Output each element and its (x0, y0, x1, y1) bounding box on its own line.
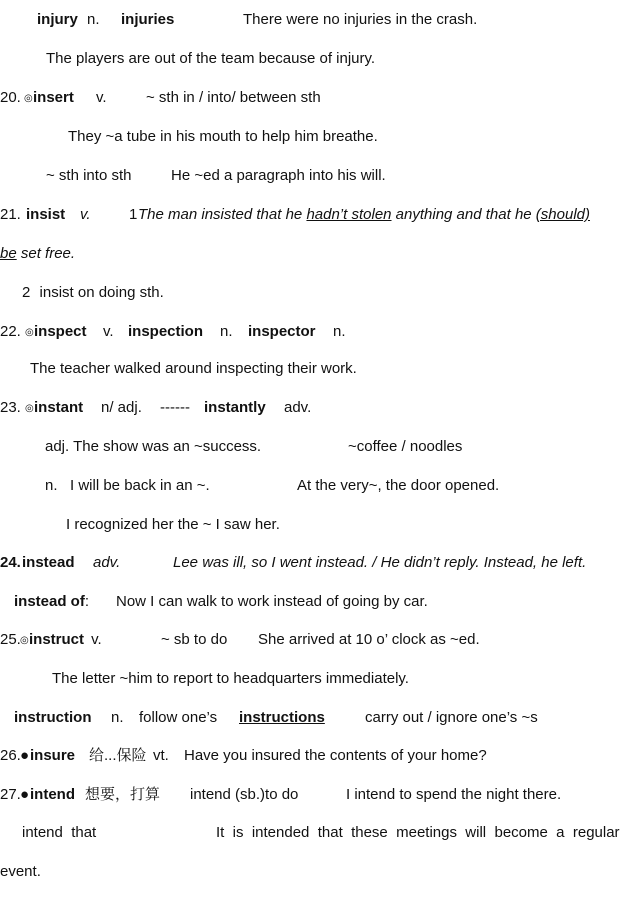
example-sentence: He ~ed a paragraph into his will. (171, 167, 386, 184)
entry-number: 26. (0, 747, 21, 764)
derived-word: instantly (204, 399, 266, 416)
headword: intend (30, 786, 75, 803)
entry-number: 22. (0, 323, 21, 340)
example-sentence: There were no injuries in the crash. (243, 11, 478, 28)
headword: injury (37, 11, 78, 28)
derived-word: instruction (14, 709, 92, 726)
phrase: instead of: (14, 593, 90, 610)
collocation: carry out / ignore one’s ~s (365, 709, 538, 726)
plural-form: injuries (121, 11, 175, 28)
example-sentence: I recognized her the ~ I saw her. (66, 516, 280, 533)
part-of-speech: v. (87, 631, 102, 648)
example-sentence: n. I will be back in an ~. (45, 477, 210, 494)
sense-number: 2 (22, 284, 31, 301)
part-of-speech: adv. (93, 554, 121, 571)
headword: inspect (34, 323, 87, 340)
bullet-marker-icon: ● (20, 786, 30, 803)
headword: instant (34, 399, 84, 416)
part-of-speech: n. (111, 709, 124, 726)
example-continuation: event. (0, 863, 41, 880)
circle-marker-icon: ◎ (25, 403, 34, 414)
headword: instruct (29, 631, 85, 648)
circle-marker-icon: ◎ (20, 635, 29, 646)
example-sentence: Now I can walk to work instead of going by car. (116, 593, 428, 610)
headword: insure (30, 747, 76, 764)
entry-number: 20. (0, 89, 21, 106)
example-sentence: The players are out of the team because of injury. (46, 50, 376, 67)
example-sentence: The man insisted that he hadn’t stolen anything and that he (should) (138, 206, 590, 223)
usage-pattern: ~ sth in / into/ between sth (146, 89, 321, 106)
part-of-speech: v. (80, 206, 91, 223)
headword: insert (33, 89, 74, 106)
chinese-gloss: 给...保险 (89, 747, 147, 764)
collocation: ~coffee / noodles (348, 438, 463, 455)
part-of-speech: n/ adj. (101, 399, 142, 416)
chinese-gloss: 想要，打算 (85, 786, 161, 803)
example-sentence: They ~a tube in his mouth to help him breathe. (68, 128, 378, 145)
example-sentence: I intend to spend the night there. (346, 786, 562, 803)
example-sentence: Have you insured the contents of your home? (184, 747, 487, 764)
example-sentence: At the very~, the door opened. (297, 477, 500, 494)
circle-marker-icon: ◎ (25, 327, 34, 338)
bullet-marker-icon: ● (20, 747, 30, 764)
part-of-speech: n. (333, 323, 346, 340)
entry-number: 27. (0, 786, 21, 803)
collocation: follow one’s (139, 709, 218, 726)
part-of-speech: adv. (284, 399, 312, 416)
example-sentence: She arrived at 10 o’ clock as ~ed. (258, 631, 480, 648)
entry-number: 24. (0, 554, 21, 571)
usage-pattern: ~ sth into sth (46, 167, 132, 184)
part-of-speech: vt. (153, 747, 169, 764)
example-sentence: The teacher walked around inspecting their work. (30, 360, 357, 377)
derived-word: inspection (128, 323, 204, 340)
headword: insist (26, 206, 66, 223)
sense-number: 1 (129, 206, 138, 223)
usage-pattern: intend that (22, 824, 97, 841)
example-sentence: Lee was ill, so I went instead. / He didn’t reply. Instead, he left. (173, 554, 587, 571)
example-sentence: It is intended that these meetings will become a regular (216, 824, 620, 841)
headword: instead (22, 554, 75, 571)
example-sentence: The letter ~him to report to headquarters immediately. (52, 670, 409, 687)
usage-pattern: intend (sb.)to do (190, 786, 299, 803)
usage-pattern: insist on doing sth. (39, 284, 164, 301)
usage-line (22, 283, 164, 303)
entry-number: 23. (0, 399, 21, 416)
derived-word: inspector (248, 323, 316, 340)
usage-pattern: ~ sb to do (161, 631, 228, 648)
part-of-speech: n. (220, 323, 233, 340)
entry-number: 21. (0, 206, 21, 223)
part-of-speech: v. (103, 323, 114, 340)
entry-number: 25. (0, 631, 21, 648)
example-sentence: adj. The show was an ~success. (45, 438, 262, 455)
example-continuation: be set free. (0, 245, 76, 262)
collocation-emphasis: instructions (239, 709, 325, 726)
part-of-speech: v. (96, 89, 107, 106)
circle-marker-icon: ◎ (24, 93, 33, 104)
separator-dashes: ------ (160, 399, 190, 416)
part-of-speech: n. (87, 11, 100, 28)
